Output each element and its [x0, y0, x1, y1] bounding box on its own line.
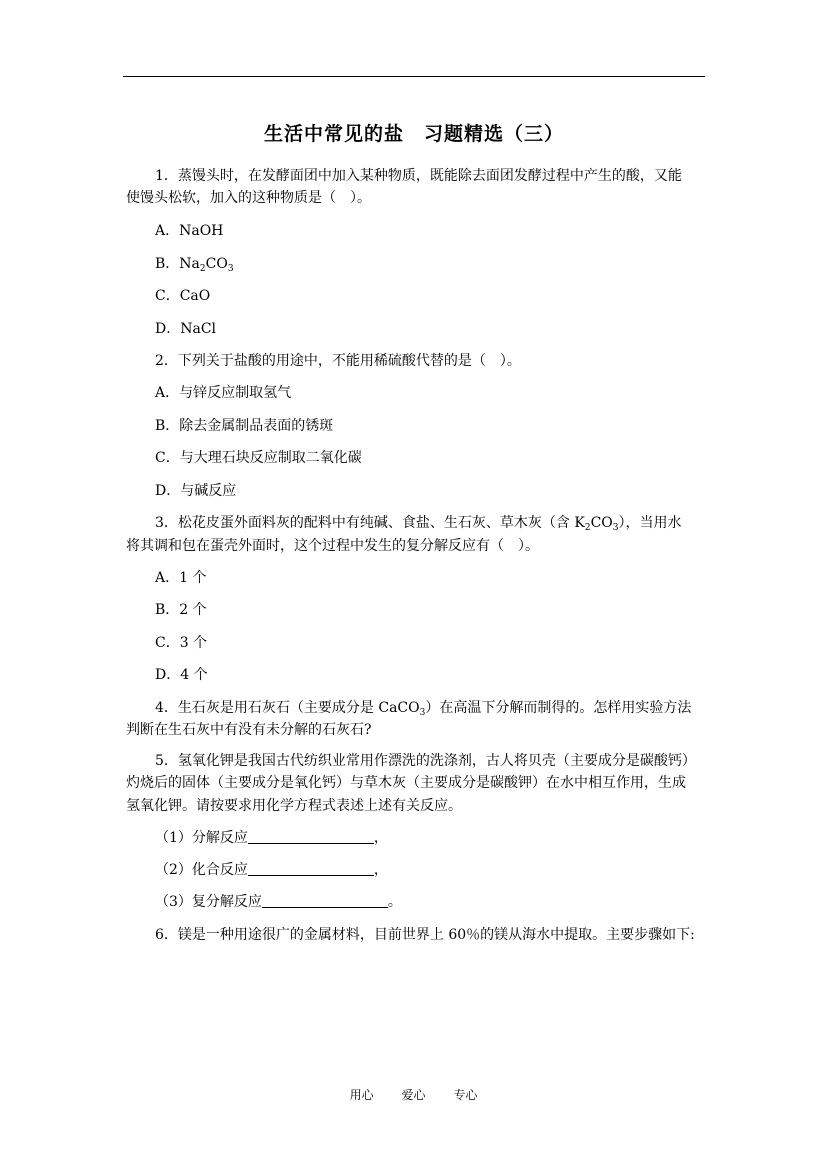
answer-blank-2[interactable]	[248, 861, 374, 876]
q3-line1: 3．松花皮蛋外面料灰的配料中有纯碱、食盐、生石灰、草木灰（含 $K_2CO_3$），当用水	[155, 515, 682, 533]
q5-sub3: （3）复分解反应 。	[155, 894, 402, 910]
q1-line1: 1．蒸馒头时，在发酵面团中加入某种物质，既能除去面团发酵过程中产生的酸，又能	[155, 168, 682, 184]
q1-option-d: D．NaCl	[155, 321, 217, 337]
q5-sub1: （1）分解反应 ，	[155, 830, 388, 846]
q5-line3: 氢氧化钾。请按要求用化学方程式表述上述有关反应。	[126, 798, 462, 814]
answer-blank-1[interactable]	[248, 829, 374, 844]
q3-option-d: D．4 个	[155, 667, 208, 683]
q4-line1: 4．生石灰是用石灰石（主要成分是 CaCO$_3$）在高温下分解而制得的。怎样用实验方法	[155, 700, 692, 718]
answer-blank-3[interactable]	[262, 893, 388, 908]
q1-option-a: A．NaOH	[155, 223, 224, 239]
q3-option-b: B．2 个	[155, 602, 207, 618]
page-title: 生活中常见的盐 习题精选（三）	[263, 123, 564, 145]
q1-line2: 使馒头松软，加入的这种物质是（ ）。	[126, 190, 371, 206]
q1-option-c: C．CaO	[155, 288, 211, 304]
q5-line2: 灼烧后的固体（主要成分是氧化钙）与草木灰（主要成分是碳酸钾）在水中相互作用，生成	[126, 775, 686, 791]
q3-option-a: A．1 个	[155, 570, 207, 586]
q2-option-c: C．与大理石块反应制取二氧化碳	[155, 450, 362, 466]
q2-option-b: B．除去金属制品表面的锈斑	[155, 418, 334, 434]
footer-word-3: 专心	[453, 1088, 478, 1102]
q2-line1: 2．下列关于盐酸的用途中，不能用稀硫酸代替的是（ ）。	[155, 353, 521, 369]
q3-option-c: C．3 个	[155, 635, 208, 651]
q1-option-b: B．$Na_2CO_3$	[155, 256, 234, 274]
page-footer	[0, 1086, 827, 1103]
header-rule	[123, 76, 705, 77]
q5-line1: 5．氢氧化钾是我国古代纺织业常用作漂洗的洗涤剂，古人将贝壳（主要成分是碳酸钙）	[155, 753, 696, 769]
footer-word-2: 爱心	[401, 1088, 426, 1102]
q3-line2: 将其调和包在蛋壳外面时，这个过程中发生的复分解反应有（ ）。	[126, 538, 539, 554]
q5-sub2: （2）化合反应 ，	[155, 862, 388, 878]
footer-word-1: 用心	[349, 1088, 374, 1102]
q2-option-d: D．与碱反应	[155, 483, 237, 499]
q6-line1: 6．镁是一种用途很广的金属材料，目前世界上 60％的镁从海水中提取。主要步骤如下:	[155, 927, 695, 943]
q2-option-a: A．与锌反应制取氢气	[155, 385, 292, 401]
q4-line2: 判断在生石灰中有没有未分解的石灰石?	[126, 722, 372, 738]
